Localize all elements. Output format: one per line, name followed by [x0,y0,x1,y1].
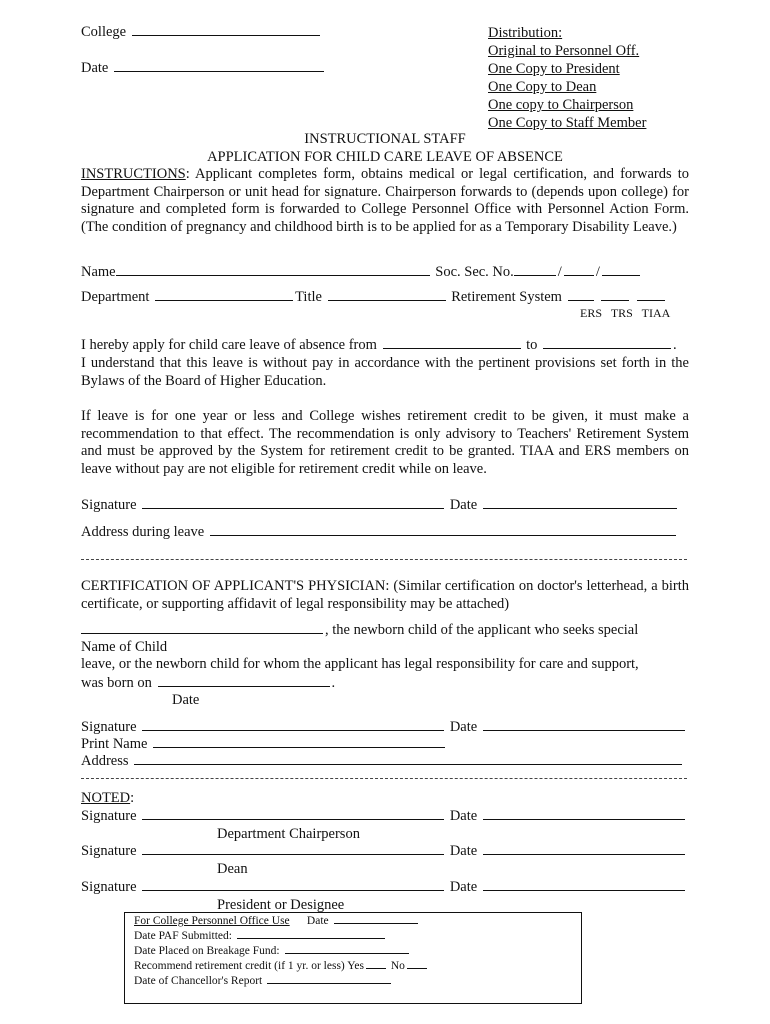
distribution-item: One Copy to President [488,61,620,77]
signature-label: Signature [81,719,137,735]
paf-line[interactable] [237,937,385,939]
retirement-ers-line[interactable] [568,299,594,301]
form-title-line2: APPLICATION FOR CHILD CARE LEAVE OF ABSENCE [207,149,563,165]
retirement-note-paragraph: If leave is for one year or less and College wishes retirement credit to be given, it must make a recommendation to that effect. The recommendation is only advisory to Teachers' Retirement System and must be approved by the System for retirement credit to be granted. TIAA and ERS members on leave without pay are not eligible for retirement credit while on leave. [81,408,689,477]
dean-signature-row [81,843,687,860]
date-label: Date [449,497,478,513]
retirement-system-label: Retirement System [451,289,562,305]
signature-label: Signature [81,843,137,859]
born-on-text: was born on [81,675,152,691]
office-use-date-line[interactable] [334,922,418,924]
chancellor-row [134,975,393,987]
born-on-row: was born on . [81,675,336,691]
recommend-row [134,960,429,972]
president-date-line[interactable] [483,889,685,891]
breakage-row [134,945,411,957]
physician-signature-line[interactable] [142,729,444,731]
retirement-trs-line[interactable] [601,299,629,301]
date-label: Date [449,843,478,859]
office-use-title: For College Personnel Office Use [134,915,290,927]
instructions-label: INSTRUCTIONS [81,166,186,182]
paf-row [134,930,387,942]
understand-paragraph: I understand that this leave is without pay in accordance with the pertinent provisions set forth in the Bylaws of the Board of Higher Education. [81,355,689,389]
college-label: College [81,24,127,40]
role-president-or-designee: President or Designee [217,897,345,913]
date-line[interactable] [114,70,324,72]
applicant-signature-line[interactable] [142,507,444,509]
instructions-paragraph [81,166,689,236]
recommend-yes-line[interactable] [366,967,386,969]
signature-label: Signature [81,497,137,513]
president-signature-line[interactable] [142,889,444,891]
distribution-item: One copy to Chairperson [488,97,634,113]
newborn-text: , the newborn child of the applicant who seeks special [325,622,639,638]
breakage-line[interactable] [285,952,409,954]
office-use-date-label: Date [306,915,329,927]
address-label: Address [81,753,129,769]
address-during-leave-label: Address during leave [81,524,205,540]
title-line[interactable] [328,299,446,301]
retirement-tiaa-line[interactable] [637,299,665,301]
retirement-option-ers: ERS [580,306,603,320]
chairperson-signature-line[interactable] [142,818,444,820]
dean-signature-line[interactable] [142,853,444,855]
retirement-option-tiaa: TIAA [641,306,671,320]
distribution-list [488,24,646,132]
ssn-line-3[interactable] [602,274,640,276]
apply-text: I hereby apply for child care leave of absence from [81,337,377,353]
print-name-label: Print Name [81,736,148,752]
physician-date-line[interactable] [483,729,685,731]
section-divider [81,559,687,560]
address-during-leave-row [81,524,678,541]
form-title-line1: INSTRUCTIONAL STAFF [304,131,466,147]
chancellor-label: Date of Chancellor's Report [134,975,263,987]
ssn-line-1[interactable] [514,274,556,276]
department-row [81,289,667,306]
physician-signature-row [81,719,687,736]
apply-row: I hereby apply for child care leave of absence from to . [81,337,677,353]
name-line[interactable] [116,274,430,276]
name-row: Name Soc. Sec. No. / / [81,264,642,281]
applicant-signature-row [81,497,679,514]
chancellor-line[interactable] [267,982,391,984]
ssn-label: Soc. Sec. No. [435,264,514,280]
leave-text: leave, or the newborn child for whom the applicant has legal responsibility for care and support, [81,656,639,672]
noted-label: NOTED [81,790,131,806]
name-of-child-caption: Name of Child [81,639,168,655]
date-label: Date [449,808,478,824]
date-label: Date [449,879,478,895]
distribution-title: Distribution: [488,25,563,41]
distribution-item: One Copy to Dean [488,79,597,95]
ssn-line-2[interactable] [564,274,594,276]
date-field[interactable] [81,60,326,77]
name-label: Name [81,264,116,280]
signature-label: Signature [81,879,137,895]
office-use-title-row [134,915,420,927]
distribution-item: One Copy to Staff Member [488,115,647,131]
signature-label: Signature [81,808,137,824]
born-on-date-caption: Date [172,692,200,708]
address-during-leave-line[interactable] [210,534,676,536]
physician-print-name-line[interactable] [153,746,445,748]
department-label: Department [81,289,150,305]
born-on-line[interactable] [158,685,330,687]
recommend-no-label: No [390,960,405,972]
retirement-option-trs: TRS [610,306,633,320]
retirement-options [580,306,670,321]
leave-from-line[interactable] [383,347,521,349]
breakage-label: Date Placed on Breakage Fund: [134,945,280,957]
dean-date-line[interactable] [483,853,685,855]
child-name-line[interactable] [81,632,323,634]
date-label: Date [449,719,478,735]
distribution-item: Original to Personnel Off. [488,43,640,59]
department-line[interactable] [155,299,293,301]
physician-heading: CERTIFICATION OF APPLICANT'S PHYSICIAN: (Similar certification on doctor's letterhead, a birth certificate, or supporting affidavit of legal responsibility may be attached) [81,578,689,612]
physician-address-line[interactable] [134,763,682,765]
newborn-row [81,622,638,639]
role-department-chairperson: Department Chairperson [217,826,360,842]
personnel-office-use-box [124,912,582,1004]
college-field[interactable] [81,24,322,41]
recommend-yes-label: Recommend retirement credit (if 1 yr. or less) Yes [134,960,364,972]
date-label: Date [81,60,109,76]
physician-print-name-row [81,736,447,753]
chairperson-date-line[interactable] [483,818,685,820]
to-text: to [526,337,538,353]
noted-heading: NOTED: [81,790,135,806]
leave-to-line[interactable] [543,347,671,349]
role-dean: Dean [217,861,248,877]
instructions-text: : Applicant completes form, obtains medical or legal certification, and forwards to Department Chairperson or unit head for signature. Chairperson forwards to (depends upon college) for signature and completed form is forwarded to College Personnel Office with Personnel Action Form. (The condition of pregnancy and childhood birth is to be applied for as a Temporary Disability Leave.) [81,166,689,235]
recommend-no-line[interactable] [407,967,427,969]
applicant-date-line[interactable] [483,507,677,509]
section-divider [81,778,687,779]
chairperson-signature-row [81,808,687,825]
president-signature-row [81,879,687,896]
paf-label: Date PAF Submitted: [134,930,232,942]
college-line[interactable] [132,34,320,36]
title-label: Title [295,289,322,305]
physician-address-row [81,753,684,770]
